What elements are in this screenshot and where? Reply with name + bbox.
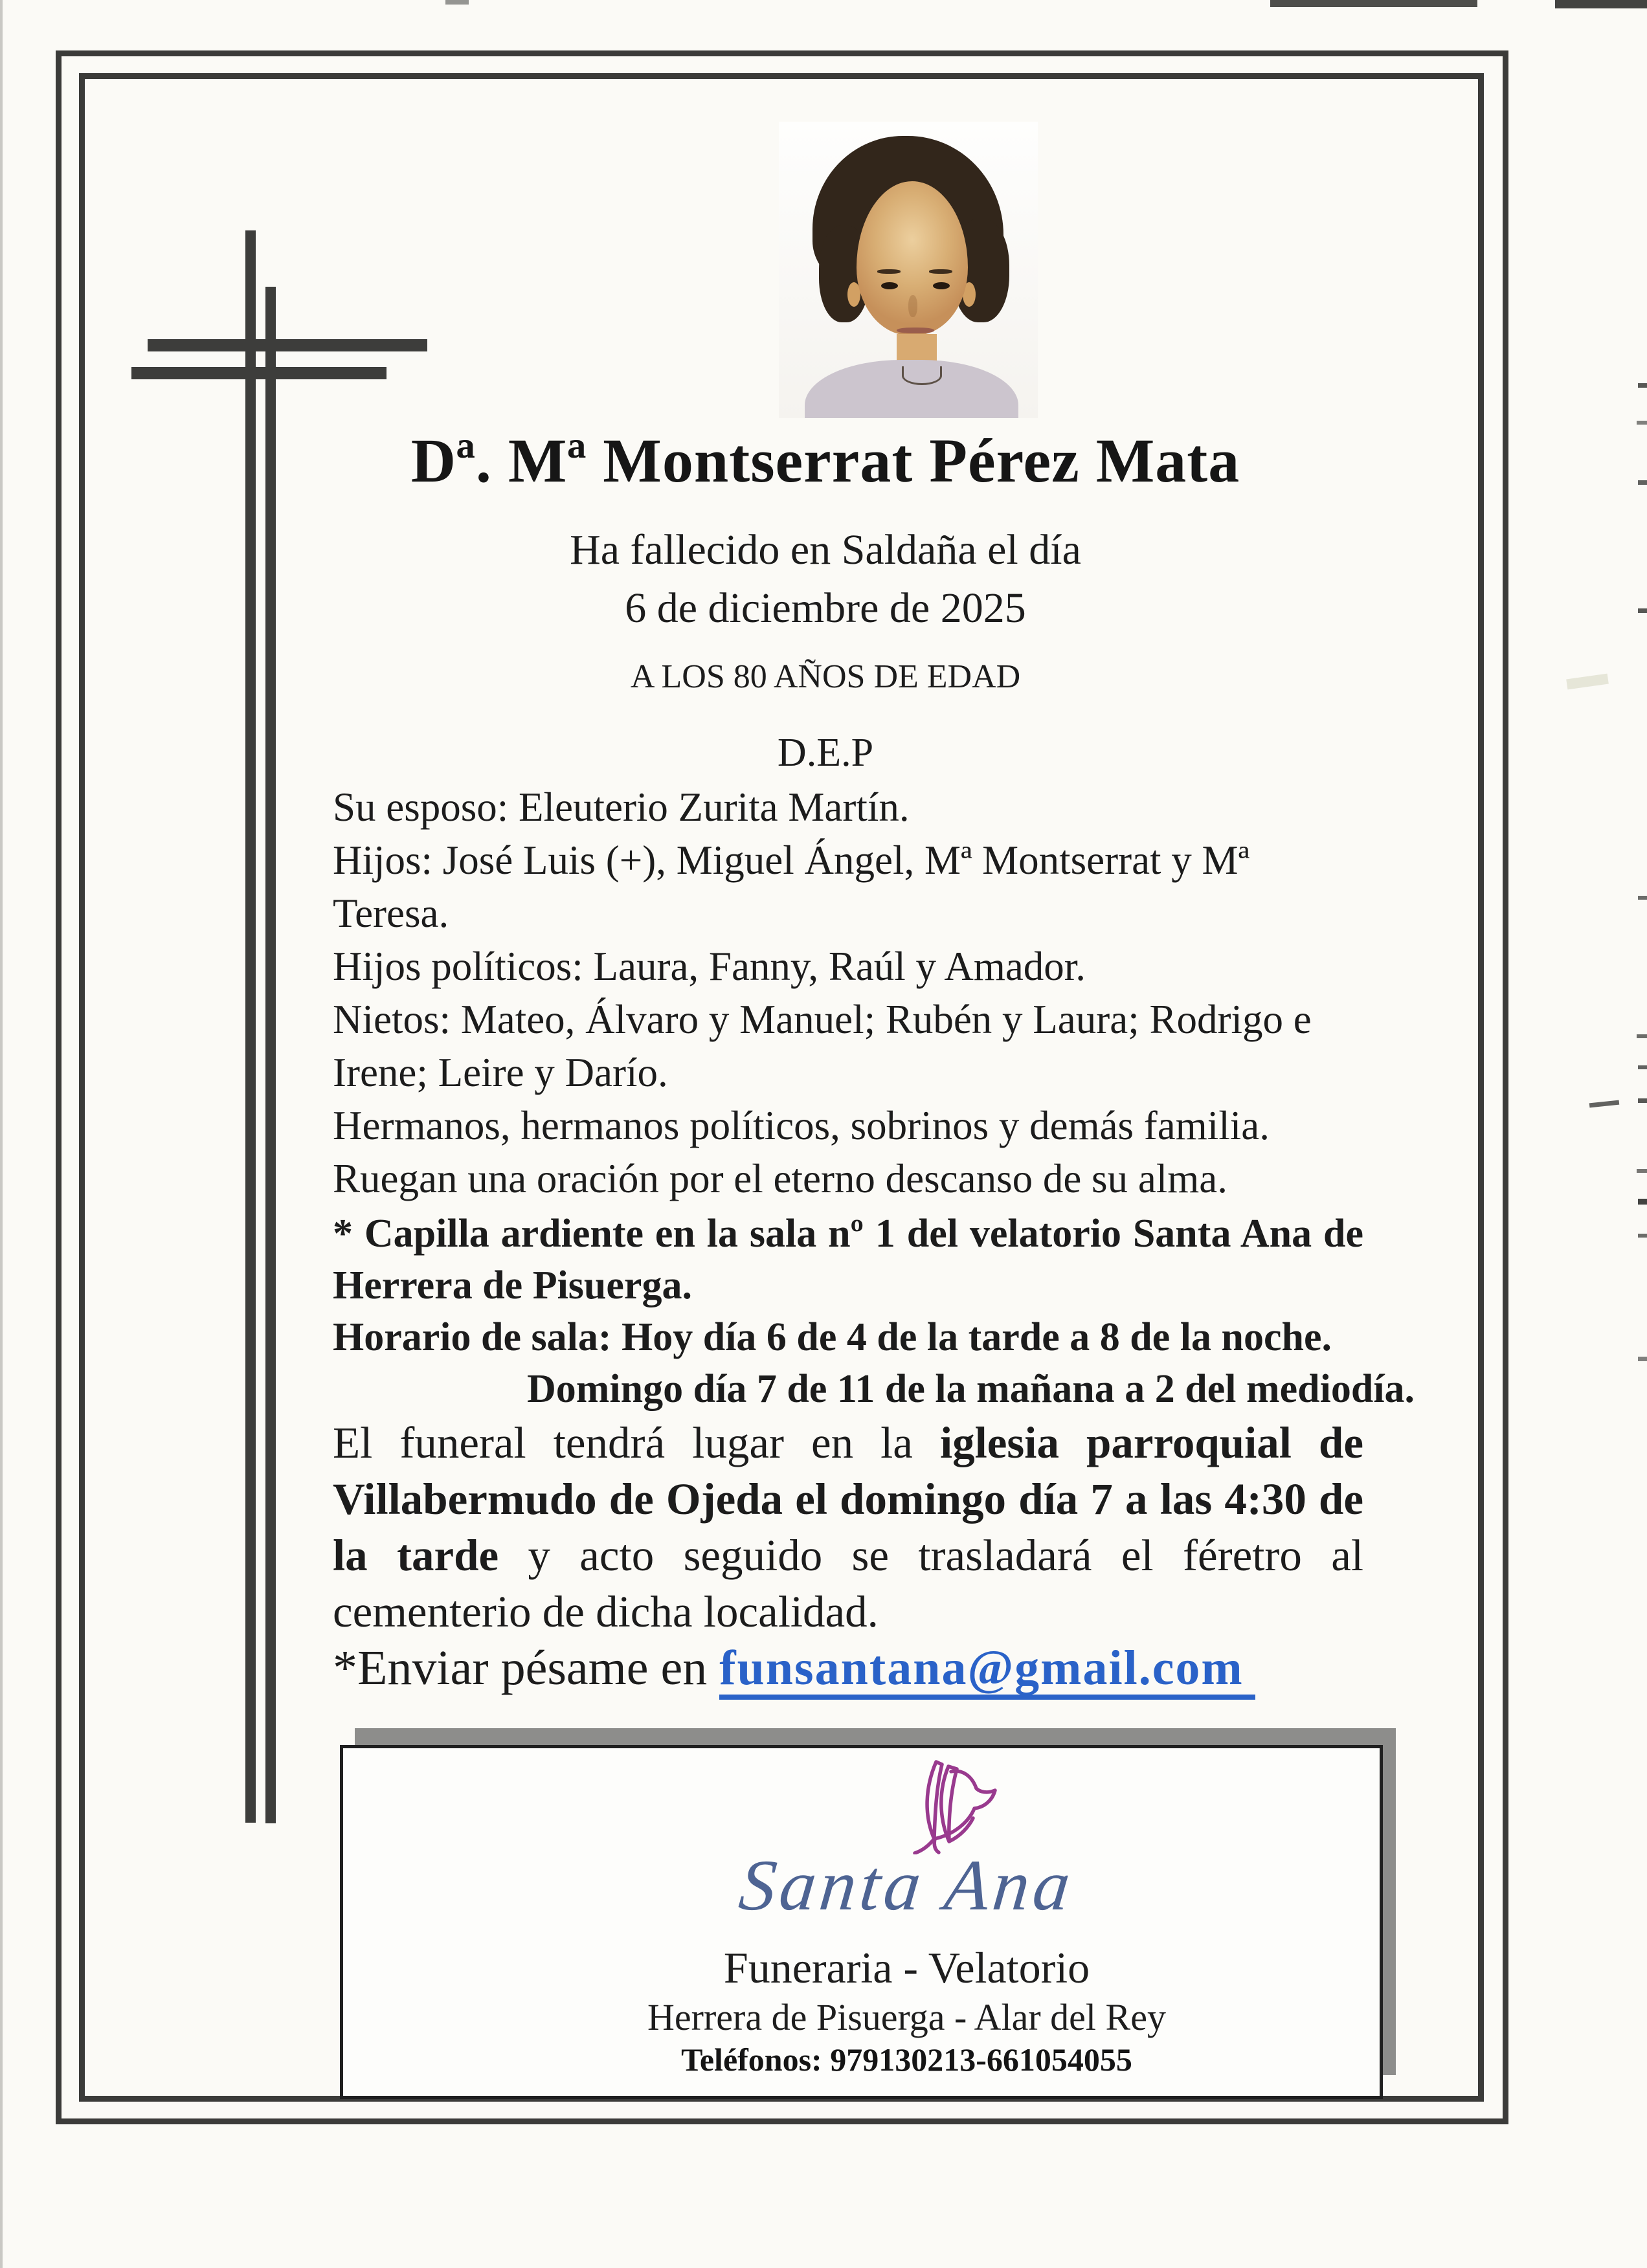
dep-abbreviation: D.E.P — [777, 731, 874, 775]
family-line: Teresa. — [333, 891, 449, 936]
wake-schedule-line: Horario de sala: Hoy día 6 de 4 de la tarde a 8 de la noche. — [333, 1315, 1332, 1359]
portrait-eyebrow — [877, 269, 901, 274]
family-line: Ruegan una oración por el eterno descanso de su alma. — [333, 1156, 1228, 1201]
cross-vertical-bar — [245, 230, 256, 1823]
wake-chapel-line: * Capilla ardiente en la sala nº 1 del velatorio Santa Ana de — [333, 1212, 1363, 1256]
funeral-text: y acto seguido se trasladará el féretro al — [499, 1531, 1363, 1580]
wake-notices — [333, 1208, 1415, 1415]
death-place-line: Ha fallecido en Saldaña el día — [570, 526, 1081, 573]
wake-chapel-line2: Herrera de Pisuerga. — [333, 1263, 692, 1307]
condolence-email-link[interactable]: funsantana@gmail.com — [719, 1643, 1255, 1700]
funeral-home-services: Funeraria - Velatorio — [723, 1943, 1090, 1992]
funeral-home-phones: Teléfonos: 979130213-661054055 — [681, 2041, 1132, 2078]
funeral-paragraph — [333, 1415, 1363, 1700]
funeral-line — [333, 1415, 1363, 1471]
portrait-mouth — [897, 328, 934, 333]
portrait-nose — [908, 295, 917, 317]
funeral-home-name: Santa Ana — [735, 1845, 1078, 1926]
family-line: Irene; Leire y Darío. — [333, 1050, 668, 1095]
cross-horizontal-bar — [131, 367, 387, 379]
cross-horizontal-bar — [148, 339, 427, 351]
portrait-eye — [881, 282, 898, 289]
family-line: Hermanos, hermanos políticos, sobrinos y demás familia. — [333, 1103, 1270, 1148]
deceased-portrait-photo — [779, 122, 1038, 418]
scan-edge-line — [0, 0, 3, 2268]
funeral-text-bold: iglesia parroquial de — [939, 1418, 1363, 1467]
family-line: Hijos: José Luis (+), Miguel Ángel, Mª Montserrat y Mª — [333, 838, 1249, 883]
family-line: Hijos políticos: Laura, Fanny, Raúl y Amador. — [333, 944, 1086, 989]
funeral-line — [333, 1528, 1363, 1584]
family-list — [333, 781, 1363, 1205]
family-line: Nietos: Mateo, Álvaro y Manuel; Rubén y Laura; Rodrigo e — [333, 997, 1312, 1042]
condolence-prefix: *Enviar pésame en — [333, 1641, 720, 1695]
cross-vertical-bar — [265, 287, 276, 1823]
death-date-line: 6 de diciembre de 2025 — [625, 584, 1026, 632]
portrait-eyebrow — [929, 269, 952, 274]
funeral-line: cementerio de dicha localidad. — [333, 1587, 879, 1636]
condolence-line — [333, 1640, 1363, 1700]
funeral-home-box — [340, 1745, 1383, 2099]
deceased-name-title: Dª. Mª Montserrat Pérez Mata — [410, 426, 1240, 495]
portrait-necklace — [902, 366, 942, 385]
family-line: Su esposo: Eleuterio Zurita Martín. — [333, 784, 910, 830]
funeral-text: El funeral tendrá lugar en la — [333, 1418, 940, 1467]
wake-schedule-line2: Domingo día 7 de 11 de la mañana a 2 del mediodía. — [527, 1367, 1415, 1411]
portrait-eye — [933, 282, 950, 289]
funeral-line — [333, 1471, 1363, 1528]
age-line: A LOS 80 AÑOS DE EDAD — [630, 658, 1021, 695]
funeral-text-bold: la tarde — [333, 1531, 499, 1580]
dove-logo-icon — [434, 1759, 1380, 1858]
funeral-home-towns: Herrera de Pisuerga - Alar del Rey — [647, 1996, 1166, 2038]
funeral-text-bold: Villabermudo de Ojeda el domingo día 7 a las 4:30 de — [333, 1474, 1363, 1524]
